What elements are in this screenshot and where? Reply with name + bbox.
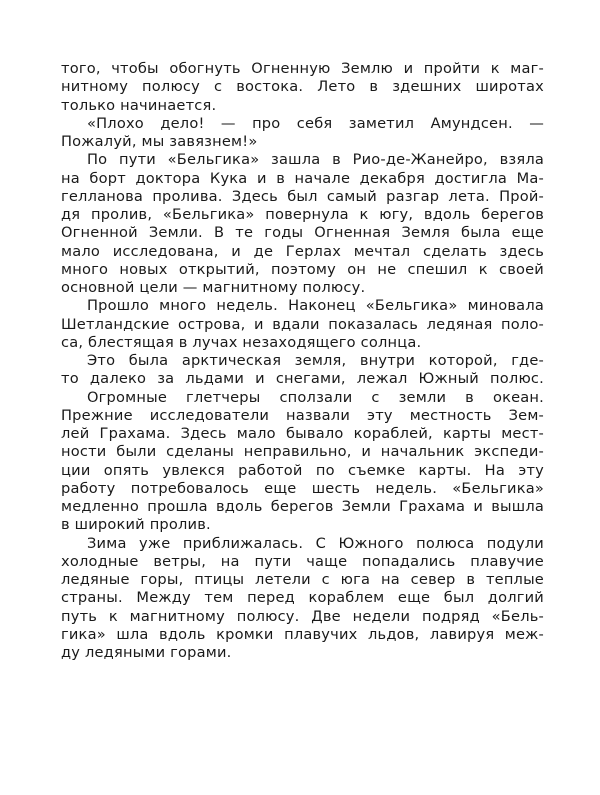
- paragraph-4: [61, 297, 544, 352]
- text-line: основной цели — магнитному полюсу.: [61, 279, 366, 296]
- text-line: лей Грахама. Здесь мало бывало кораблей, карты мест-: [61, 425, 544, 442]
- text-line: Это была арктическая земля, внутри которой, где-: [87, 352, 544, 369]
- text-line: в широкий пролив.: [61, 516, 211, 534]
- text-line: ции опять увлекся работой по съемке карты. На эту: [61, 461, 544, 479]
- paragraph-5: [61, 352, 544, 389]
- book-page-text: [61, 60, 544, 662]
- text-line: ледяные горы, птицы летели с юга на север в теплые: [61, 571, 544, 588]
- text-line: того, чтобы обогнуть Огненную Землю и пройти к маг-: [61, 60, 544, 77]
- text-line: только начинается.: [61, 96, 217, 114]
- text-line: ности были сделаны неправильно, и начальник экспеди-: [61, 443, 544, 461]
- text-line: холодные ветры, на пути чаще попадались плавучие: [61, 552, 544, 570]
- text-line: са, блестящая в лучах незаходящего солнца.: [61, 333, 422, 351]
- text-line: Зима уже приближалась. С Южного полюса подули: [87, 534, 544, 552]
- text-line: Прежние исследователи назвали эту местность Зем-: [61, 406, 544, 424]
- text-line: Огненной Земли. В те годы Огненная Земля была еще: [61, 224, 544, 242]
- text-line: «Плохо дело! — про себя заметил Амундсен. —: [87, 114, 544, 132]
- text-line: Шетландские острова, и вдали показалась ледяная поло-: [61, 315, 544, 333]
- paragraph-6: [61, 389, 544, 535]
- text-line: нитному полюсу с востока. Лето в здешних широтах: [61, 78, 544, 96]
- text-line: ду ледяными горами.: [61, 644, 232, 661]
- text-line: Прошло много недель. Наконец «Бельгика» миновала: [87, 297, 544, 315]
- text-line: то далеко за льдами и снегами, лежал Южный полюс.: [61, 370, 544, 388]
- text-line: страны. Между тем перед кораблем еще был долгий: [61, 589, 544, 607]
- paragraph-2: [61, 115, 544, 152]
- text-line: путь к магнитному полюсу. Две недели подряд «Бель-: [61, 607, 544, 625]
- paragraph-3: [61, 151, 544, 297]
- text-line: дя пролив, «Бельгика» повернула к югу, вдоль берегов: [61, 206, 544, 223]
- text-line: мало исследована, и де Герлах мечтал сделать здесь: [61, 242, 544, 260]
- text-line: Огромные глетчеры сползали с земли в океан.: [87, 388, 544, 406]
- paragraph-7: [61, 535, 544, 663]
- text-line: много новых открытий, поэтому он не спешил к своей: [61, 260, 544, 278]
- text-line: гика» шла вдоль кромки плавучих льдов, лавируя меж-: [61, 625, 544, 643]
- text-line: на борт доктора Кука и в начале декабря достигла Ма-: [61, 169, 544, 187]
- text-line: работу потребовалось еще шесть недель. «Бельгика»: [61, 479, 544, 497]
- text-line: гелланова пролива. Здесь был самый разгар лета. Прой-: [61, 187, 544, 205]
- text-line: По пути «Бельгика» зашла в Рио-де-Жанейро, взяла: [87, 151, 544, 169]
- paragraph-1: [61, 60, 544, 115]
- text-line: медленно прошла вдоль берегов Земли Грахама и вышла: [61, 498, 544, 515]
- text-line: Пожалуй, мы завязнем!»: [61, 133, 258, 150]
